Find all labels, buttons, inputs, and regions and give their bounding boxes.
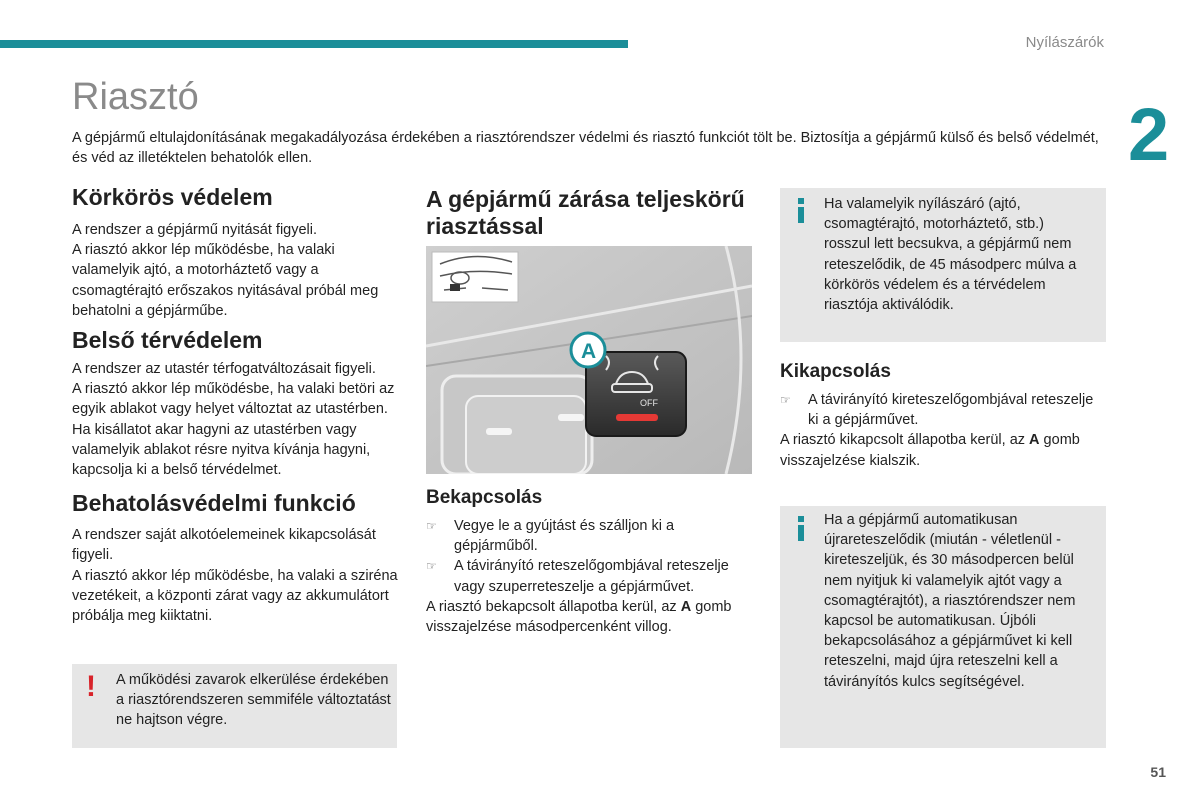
list-item: ☞ A távirányító reteszelőgombjával reteszelje vagy szuperreteszelje a gépjárművet.	[426, 556, 752, 596]
info2-text: Ha a gépjármű automatikusan újrareteszelődik (miután - véletlenül - kireteszeljük, és 30 másodpercen belül nem nyitjuk ki valamelyik ajtót vagy a csomagtérajtót), a riasztórendszer nem kapcsol be automatikusan. Újbóli bekapcsolásához a gépjárművet ki kell reteszelni, majd újra reteszelni kell a távirányítós kulcs segítségével.	[824, 512, 1076, 690]
heading-bekapcsolas: Bekapcsolás	[426, 487, 543, 508]
info-icon	[798, 198, 804, 223]
korkoros-p1: A rendszer a gépjármű nyitását figyeli.	[72, 222, 318, 238]
bekapcsolas-section	[426, 486, 752, 637]
belso-p1: A rendszer az utastér térfogatváltozásait figyeli.	[72, 361, 376, 378]
info-icon	[798, 516, 804, 541]
label-a: A	[581, 340, 597, 363]
info-box-2	[780, 506, 1106, 748]
pointer-icon: ☞	[426, 559, 437, 574]
alarm-button-illustration	[426, 246, 752, 474]
heading-behatolasvedelmi: Behatolásvédelmi funkció	[72, 490, 356, 517]
page-title: Riasztó	[72, 76, 199, 118]
page-number: 51	[1150, 764, 1166, 780]
chapter-number: 2	[1128, 93, 1170, 176]
list-item: ☞ A távirányító kireteszelőgombjával reteszelje ki a gépjárművet.	[780, 390, 1106, 430]
belso-p2: A riasztó akkor lép működésbe, ha valaki betöri az egyik ablakot vagy helyet változtat az utastérben.	[72, 381, 395, 418]
heading-belso-tervedelem: Belső térvédelem	[72, 327, 263, 354]
behatolas-p1: A rendszer saját alkotóelemeinek kikapcsolását figyeli.	[72, 527, 376, 564]
pointer-icon: ☞	[426, 519, 437, 533]
warning-text: A működési zavarok elkerülése érdekében a riasztórendszeren semmiféle változtatást ne hajtson végre.	[116, 672, 391, 729]
warning-box	[72, 664, 397, 748]
pointer-icon: ☞	[780, 393, 791, 407]
heading-korkoros-vedelem: Körkörös védelem	[72, 184, 273, 210]
korkoros-p2: A riasztó akkor lép működésbe, ha valaki valamelyik ajtó, a motorháztető vagy a csomagtérajtó erőszakos nyitásával próbál meg behatolni a gépjárműbe.	[72, 242, 379, 319]
left-column	[72, 184, 400, 626]
section-label: Nyílászárók	[1025, 34, 1104, 51]
list-item: ☞ Vegye le a gyújtást és szálljon ki a gépjárműből.	[426, 516, 752, 556]
exclamation-icon: !	[86, 670, 96, 703]
kikapcsolas-section	[780, 360, 1106, 471]
info1-text: Ha valamelyik nyílászáró (ajtó, csomagtérajtó, motorháztető, stb.) rosszul lett becsukva, a gépjármű nem reteszelődik, de 45 másodperc múlva a körkörös védelem és a térvédelem riasztója aktiválódik.	[824, 196, 1077, 314]
heading-zarasa: A gépjármű zárása teljeskörű riasztással	[426, 186, 745, 239]
belso-p3: Ha kisállatot akar hagyni az utastérben vagy valamelyik ablakot résre nyitva kívánja hagyni, kapcsolja ki a belső térvédelmet.	[72, 421, 371, 479]
off-label: OFF	[640, 398, 658, 408]
middle-column	[426, 186, 752, 240]
heading-kikapcsolas: Kikapcsolás	[780, 361, 891, 382]
header-accent-bar	[0, 40, 628, 48]
info-box-1	[780, 188, 1106, 342]
bekapcsolas-result: A riasztó bekapcsolt állapotba kerül, az A gomb visszajelzése másodpercenként villog.	[426, 598, 732, 636]
intro-paragraph: A gépjármű eltulajdonításának megakadályozása érdekében a riasztórendszer védelmi és riasztó funkciót tölt be. Biztosítja a gépjármű külső és belső védelmét, és véd az illetéktelen behatolók ellen.	[72, 130, 1099, 166]
behatolas-p2: A riasztó akkor lép működésbe, ha valaki a sziréna vezetékeit, a központi zárat vagy az akkumulátort próbálja meg kiiktatni.	[72, 567, 398, 625]
kikapcsolas-result: A riasztó kikapcsolt állapotba kerül, az A gomb visszajelzése kialszik.	[780, 432, 1080, 469]
